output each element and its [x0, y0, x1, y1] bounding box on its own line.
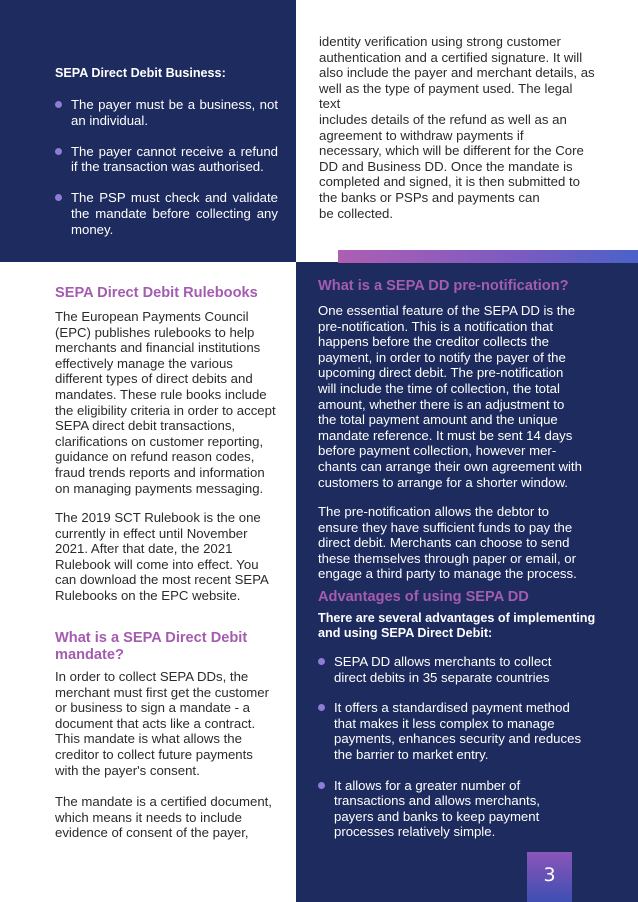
mandate-continuation-text: identity verification using strong customer authentication and a certified signature. It will also include the payer and merchant details, as well as the type of payment used. The legal text includes details of the refund as well as an agreement to withdraw payments if necessary, which will be different for the Core DD and Business DD. Once the mandate is completed and signed, it is then submitted to the banks or PSPs and payments can be collected.: [319, 34, 595, 221]
list-item: The payer must be a business, not an individual.: [55, 97, 278, 129]
prenotification-paragraph: One essential feature of the SEPA DD is the pre-notification. This is a notification that happens before the creditor collects the payment, in order to notify the payer of the upcoming direct debit. The pre-notification will include the time of collection, the total amount, whether there is an adjustment to the total payment amount and the unique mandate reference. It must be sent 14 days before payment collection, however mer- chants can arrange their own agreement with customers to arrange for a shorter window.: [318, 303, 582, 490]
sct-rulebook-paragraph: The 2019 SCT Rulebook is the one currently in effect until November 2021. After that date, the 2021 Rulebook will come into effect. You can download the most recent SEPA Rulebooks on the EPC website.: [55, 510, 269, 603]
page-number: 3: [527, 852, 572, 902]
gradient-accent-bar: [338, 250, 638, 263]
prenotification-heading: What is a SEPA DD pre-notification?: [318, 278, 569, 294]
mandate-paragraph: In order to collect SEPA DDs, the merchant must first get the customer or business to sign a mandate - a document that acts like a contract. This mandate is what allows the creditor to collect future payments with the payer's consent.: [55, 669, 270, 778]
mandate-certified-paragraph: The mandate is a certified document, which means it needs to include evidence of consent of the payer,: [55, 794, 272, 841]
rulebooks-paragraph: The European Payments Council (EPC) publishes rulebooks to help merchants and financial institutions effectively manage the various different types of direct debits and mandates. These rule books include the eligibility criteria in order to accept SEPA direct debit transactions, clarifications on customer reporting, guidance on refund reason codes, fraud trends reports and information on managing payments messaging.: [55, 309, 276, 496]
list-item: SEPA DD allows merchants to collect direct debits in 35 separate countries: [318, 654, 603, 685]
advantages-heading: Advantages of using SEPA DD: [318, 589, 529, 605]
advantages-intro: There are several advantages of implementing and using SEPA Direct Debit:: [318, 611, 596, 641]
list-item: It allows for a greater number of transactions and allows merchants, payers and banks to keep payment processes relatively simple.: [318, 778, 603, 840]
list-item: The PSP must check and validate the mandate before collecting any money.: [55, 190, 278, 237]
business-title: SEPA Direct Debit Business:: [55, 66, 226, 80]
advantages-bullet-list: [318, 654, 603, 855]
bullet-dot-icon: [55, 194, 62, 201]
bullet-dot-icon: [318, 658, 325, 665]
list-item: The payer cannot receive a refund if the transaction was authorised.: [55, 144, 278, 176]
business-bullet-list: [55, 97, 278, 253]
list-item: It offers a standardised payment method that makes it less complex to manage payments, enhances security and reduces the barrier to market entry.: [318, 700, 603, 762]
bullet-dot-icon: [55, 148, 62, 155]
mandate-heading: What is a SEPA Direct Debit mandate?: [55, 630, 248, 663]
bullet-dot-icon: [318, 782, 325, 789]
bullet-dot-icon: [55, 101, 62, 108]
prenotification-funds-paragraph: The pre-notification allows the debtor to ensure they have sufficient funds to pay the direct debit. Merchants can choose to send these themselves through paper or email, or engage a third party to manage the process.: [318, 504, 577, 582]
bullet-dot-icon: [318, 704, 325, 711]
rulebooks-heading: SEPA Direct Debit Rulebooks: [55, 285, 258, 301]
